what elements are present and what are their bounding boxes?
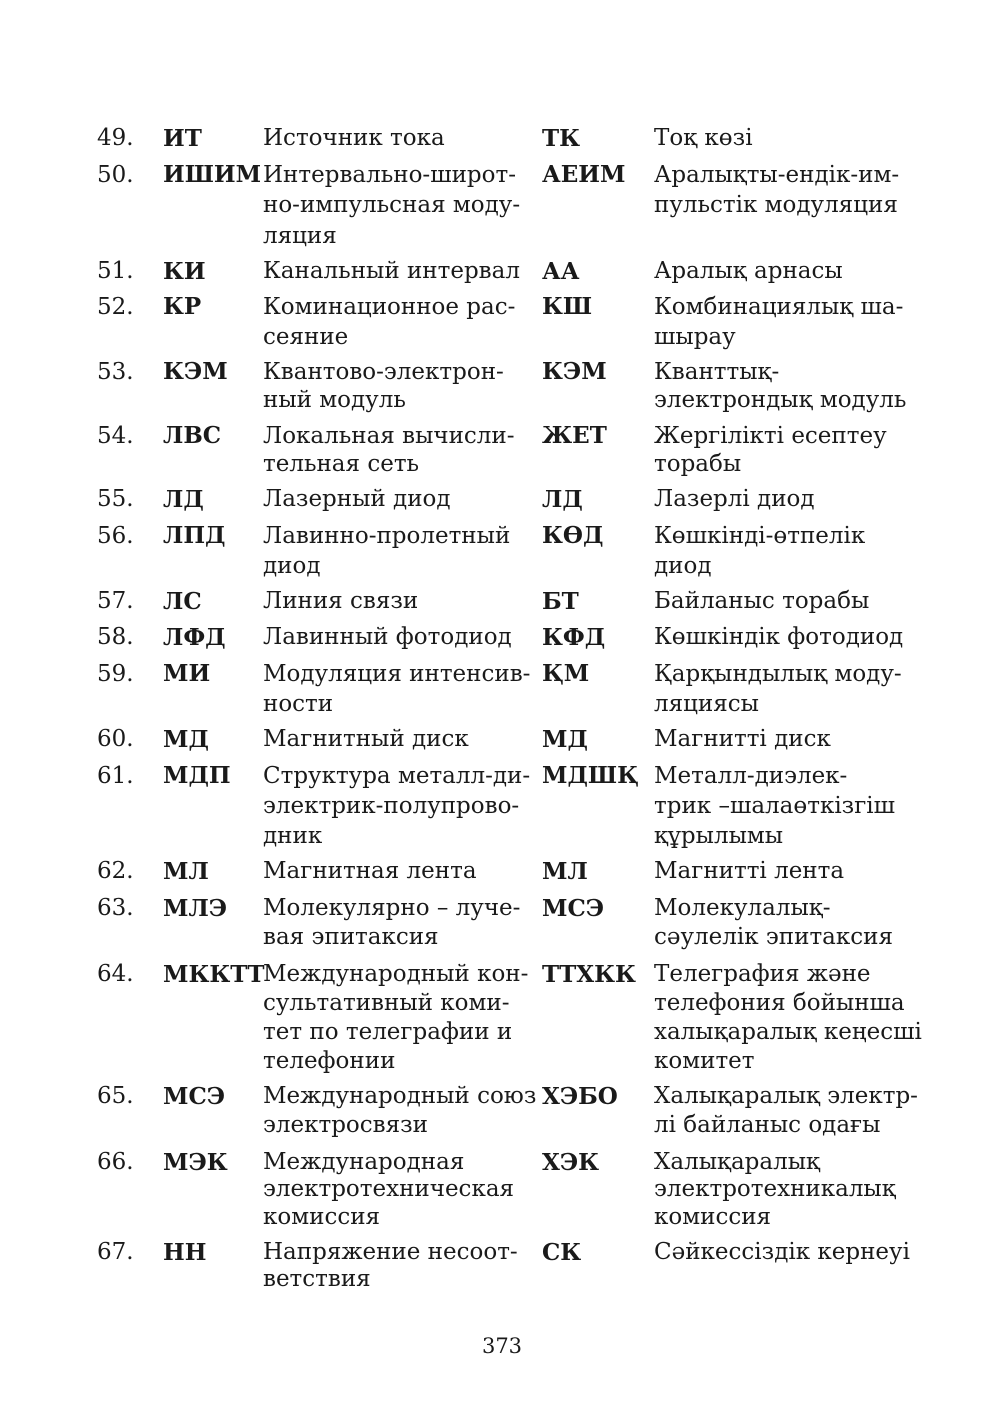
- term-ru: Лазерный диод: [263, 486, 451, 512]
- abbr-kz: АА: [542, 258, 580, 285]
- abbr-kz: ТТХКК: [542, 961, 636, 988]
- entry-number: 54.: [97, 423, 134, 449]
- term-ru: Линия связи: [263, 588, 419, 614]
- abbr-ru: КИ: [163, 258, 206, 285]
- abbr-kz: МД: [542, 726, 588, 753]
- term-kz: Телеграфия және телефония бойынша халықаралық кеңесші комитет: [654, 961, 922, 1074]
- abbr-kz: АЕИМ: [542, 161, 626, 188]
- entry-number: 62.: [97, 858, 134, 884]
- term-kz: Комбинациялық ша- шырау: [654, 294, 904, 351]
- term-kz: Байланыс торабы: [654, 588, 870, 614]
- entry-number: 58.: [97, 624, 134, 650]
- entry-number: 57.: [97, 588, 134, 614]
- term-ru: Модуляция интенсив- ности: [263, 661, 531, 718]
- term-kz: Халықаралық электротехникалық комиссия: [654, 1149, 896, 1230]
- term-kz: Металл-диэлек- трик –шалаөткізгіш құрылымы: [654, 763, 896, 849]
- term-ru: Источник тока: [263, 125, 445, 151]
- abbr-ru: МЭК: [163, 1149, 228, 1176]
- abbr-kz: КШ: [542, 293, 593, 320]
- entry-number: 66.: [97, 1149, 134, 1175]
- term-kz: Көшкінді-өтпелік диод: [654, 523, 866, 580]
- term-kz: Магнитті лента: [654, 858, 845, 884]
- term-kz: Аралықты-ендік-им- пульстік модуляция: [654, 162, 900, 219]
- abbr-ru: ЛВС: [163, 422, 222, 449]
- term-kz: Сәйкессіздік кернеуі: [654, 1239, 910, 1265]
- entry-number: 50.: [97, 162, 134, 188]
- abbr-kz: ЖЕТ: [542, 422, 607, 449]
- entry-number: 60.: [97, 726, 134, 752]
- entry-number: 56.: [97, 523, 134, 549]
- term-ru: Международный кон- сультативный коми- тет по телеграфии и телефонии: [263, 961, 529, 1074]
- entry-number: 49.: [97, 125, 134, 151]
- term-ru: Канальный интервал: [263, 258, 520, 284]
- abbr-kz: МСЭ: [542, 895, 605, 922]
- term-ru: Лавинно-пролетный диод: [263, 523, 511, 580]
- abbr-kz: КЭМ: [542, 358, 607, 385]
- abbr-kz: ХЭК: [542, 1149, 600, 1176]
- abbr-kz: СК: [542, 1239, 582, 1266]
- term-kz: Лазерлі диод: [654, 486, 815, 512]
- entry-number: 67.: [97, 1239, 134, 1265]
- term-ru: Коминационное рас- сеяние: [263, 294, 516, 351]
- term-ru: Структура металл-ди- электрик-полупрово- дник: [263, 763, 531, 849]
- term-kz: Халықаралық электр- лі байланыс одағы: [654, 1083, 918, 1139]
- abbr-ru: ЛС: [163, 588, 202, 615]
- entry-number: 59.: [97, 661, 134, 687]
- term-ru: Квантово-электрон- ный модуль: [263, 359, 504, 413]
- term-ru: Молекулярно – луче- вая эпитаксия: [263, 895, 521, 951]
- abbr-ru: КР: [163, 293, 202, 320]
- abbr-kz: ҚМ: [542, 660, 590, 687]
- abbr-kz: ТК: [542, 125, 581, 152]
- abbr-ru: НН: [163, 1239, 207, 1266]
- term-kz: Кванттық- электрондық модуль: [654, 359, 907, 413]
- abbr-ru: ИТ: [163, 125, 202, 152]
- term-ru: Магнитная лента: [263, 858, 477, 884]
- abbr-ru: МИ: [163, 660, 211, 687]
- term-kz: Молекулалық- сәулелік эпитаксия: [654, 895, 893, 951]
- entry-number: 64.: [97, 961, 134, 987]
- abbr-ru: МД: [163, 726, 209, 753]
- abbr-kz: КФД: [542, 624, 606, 651]
- abbr-kz: БТ: [542, 588, 579, 615]
- term-kz: Жергілікті есептеу торабы: [654, 423, 887, 478]
- abbr-kz: МЛ: [542, 858, 588, 885]
- abbr-ru: МЛ: [163, 858, 209, 885]
- entry-number: 65.: [97, 1083, 134, 1109]
- term-kz: Магнитті диск: [654, 726, 831, 752]
- abbr-ru: ЛФД: [163, 624, 226, 651]
- term-kz: Тоқ көзі: [654, 125, 753, 151]
- term-ru: Локальная вычисли- тельная сеть: [263, 423, 515, 478]
- entry-number: 63.: [97, 895, 134, 921]
- term-ru: Международная электротехническая комиссия: [263, 1149, 515, 1230]
- term-kz: Көшкіндік фотодиод: [654, 624, 904, 650]
- term-ru: Международный союз электросвязи: [263, 1083, 537, 1139]
- entry-number: 53.: [97, 359, 134, 385]
- term-ru: Напряжение несоот- ветствия: [263, 1239, 518, 1293]
- abbr-kz: КӨД: [542, 522, 604, 549]
- abbr-kz: ЛД: [542, 486, 583, 513]
- abbr-ru: МСЭ: [163, 1083, 226, 1110]
- abbr-kz: ХЭБО: [542, 1083, 618, 1110]
- term-ru: Магнитный диск: [263, 726, 469, 752]
- term-kz: Аралық арнасы: [654, 258, 843, 284]
- abbr-kz: МДШҚ: [542, 762, 639, 789]
- abbr-ru: КЭМ: [163, 358, 228, 385]
- term-ru: Интервально-широт- но-импульсная моду- ляция: [263, 162, 521, 249]
- term-kz: Қарқындылық моду- ляциясы: [654, 661, 902, 718]
- abbr-ru: ЛПД: [163, 522, 226, 549]
- term-ru: Лавинный фотодиод: [263, 624, 512, 650]
- entry-number: 61.: [97, 763, 134, 789]
- abbr-ru: МККТТ: [163, 961, 265, 988]
- abbr-ru: МЛЭ: [163, 895, 228, 922]
- entry-number: 51.: [97, 258, 134, 284]
- abbr-ru: ЛД: [163, 486, 204, 513]
- entry-number: 52.: [97, 294, 134, 320]
- entry-number: 55.: [97, 486, 134, 512]
- page-number: 373: [481, 1334, 523, 1358]
- abbr-ru: МДП: [163, 762, 231, 789]
- abbr-ru: ИШИМ: [163, 161, 262, 188]
